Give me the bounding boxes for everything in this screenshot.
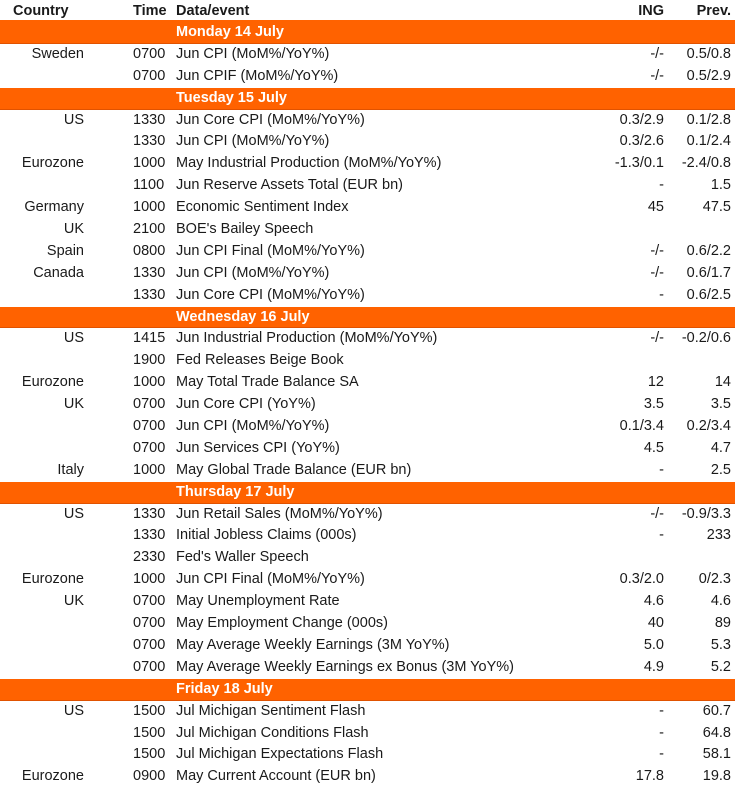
table-row <box>0 657 735 679</box>
cell-ing-forecast: - <box>659 702 664 719</box>
table-row <box>0 569 735 591</box>
cell-country: Italy <box>57 461 84 478</box>
day-label: Monday 14 July <box>176 24 284 40</box>
cell-country: US <box>63 702 84 719</box>
cell-time: 0800 <box>133 242 166 259</box>
table-body <box>0 22 735 788</box>
table-row <box>0 701 735 723</box>
cell-previous: -0.9/3.3 <box>681 505 731 522</box>
cell-previous: 0.6/1.7 <box>686 264 731 281</box>
cell-country: UK <box>63 396 84 413</box>
cell-event: Jul Michigan Sentiment Flash <box>176 702 366 719</box>
cell-ing-forecast: - <box>659 746 664 763</box>
header-ing: ING <box>638 3 664 19</box>
cell-event: May Average Weekly Earnings ex Bonus (3M YoY%) <box>176 658 514 675</box>
header-prev: Prev. <box>696 3 731 19</box>
cell-event: Jun CPI Final (MoM%/YoY%) <box>176 242 365 259</box>
table-row <box>0 328 735 350</box>
cell-event: Jun Industrial Production (MoM%/YoY%) <box>176 330 438 347</box>
table-row <box>0 547 735 569</box>
cell-event: Jun CPI (MoM%/YoY%) <box>176 133 330 150</box>
header-country: Country <box>13 3 69 19</box>
cell-event: May Unemployment Rate <box>176 593 340 610</box>
cell-country: Canada <box>33 264 84 281</box>
cell-previous: 64.8 <box>702 724 731 741</box>
cell-time: 0700 <box>133 67 166 84</box>
cell-ing-forecast: 17.8 <box>635 768 664 785</box>
day-label: Tuesday 15 July <box>176 89 287 106</box>
cell-country: Eurozone <box>21 374 84 391</box>
cell-time: 0700 <box>133 636 166 653</box>
cell-ing-forecast: -/- <box>650 45 664 62</box>
cell-time: 1330 <box>133 286 166 303</box>
cell-time: 1000 <box>133 461 166 478</box>
table-header <box>0 0 735 22</box>
cell-ing-forecast: 4.9 <box>643 658 664 675</box>
cell-previous: 4.6 <box>710 593 731 610</box>
cell-previous: 0.6/2.5 <box>686 286 731 303</box>
table-row <box>0 66 735 88</box>
cell-previous: 0.6/2.2 <box>686 242 731 259</box>
cell-ing-forecast: 45 <box>647 199 664 216</box>
table-row <box>0 197 735 219</box>
cell-event: Jun Reserve Assets Total (EUR bn) <box>176 177 403 194</box>
cell-time: 0700 <box>133 658 166 675</box>
day-label: Thursday 17 July <box>176 483 295 500</box>
table-row <box>0 153 735 175</box>
cell-country: Eurozone <box>21 571 84 588</box>
table-row <box>0 766 735 788</box>
cell-event: BOE's Bailey Speech <box>176 221 314 238</box>
cell-previous: 19.8 <box>702 768 731 785</box>
cell-previous: 0.5/0.8 <box>686 45 731 62</box>
cell-event: May Total Trade Balance SA <box>176 374 359 391</box>
cell-previous: 0.1/2.4 <box>686 133 731 150</box>
day-header-row <box>0 482 735 504</box>
cell-previous: 14 <box>714 374 731 391</box>
cell-time: 1330 <box>133 527 166 544</box>
day-header-row <box>0 88 735 110</box>
day-header-row <box>0 679 735 701</box>
cell-previous: -2.4/0.8 <box>681 155 731 172</box>
cell-previous: 4.7 <box>710 439 731 456</box>
cell-country: Germany <box>24 199 84 216</box>
cell-event: Jun Retail Sales (MoM%/YoY%) <box>176 505 383 522</box>
cell-time: 0700 <box>133 615 166 632</box>
cell-ing-forecast: -/- <box>650 67 664 84</box>
table-row <box>0 241 735 263</box>
cell-time: 1000 <box>133 155 166 172</box>
cell-time: 1330 <box>133 505 166 522</box>
cell-time: 1330 <box>133 133 166 150</box>
cell-event: Jun CPI Final (MoM%/YoY%) <box>176 571 365 588</box>
cell-country: Eurozone <box>21 155 84 172</box>
cell-previous: 0.2/3.4 <box>686 418 731 435</box>
cell-country: Sweden <box>31 45 84 62</box>
table-row <box>0 175 735 197</box>
table-row <box>0 350 735 372</box>
table-row <box>0 263 735 285</box>
cell-previous: 0.1/2.8 <box>686 111 731 128</box>
cell-previous: 0/2.3 <box>698 571 731 588</box>
cell-event: May Average Weekly Earnings (3M YoY%) <box>176 636 450 653</box>
table-row <box>0 372 735 394</box>
cell-previous: 47.5 <box>702 199 731 216</box>
cell-ing-forecast: -/- <box>650 330 664 347</box>
day-header-row <box>0 22 735 44</box>
cell-event: Jun CPI (MoM%/YoY%) <box>176 418 330 435</box>
cell-time: 1500 <box>133 746 166 763</box>
cell-ing-forecast: - <box>659 724 664 741</box>
cell-time: 1500 <box>133 702 166 719</box>
day-header-row <box>0 307 735 329</box>
table-row <box>0 504 735 526</box>
cell-event: Jun CPIF (MoM%/YoY%) <box>176 67 339 84</box>
cell-event: Jul Michigan Conditions Flash <box>176 724 369 741</box>
cell-previous: 2.5 <box>710 461 731 478</box>
table-row <box>0 591 735 613</box>
cell-country: Eurozone <box>21 768 84 785</box>
header-time: Time <box>133 3 167 19</box>
cell-time: 1100 <box>133 177 165 194</box>
cell-ing-forecast: 0.3/2.9 <box>619 111 664 128</box>
cell-event: May Global Trade Balance (EUR bn) <box>176 461 412 478</box>
cell-event: Jun Core CPI (YoY%) <box>176 396 316 413</box>
cell-ing-forecast: 0.3/2.0 <box>619 571 664 588</box>
cell-event: Initial Jobless Claims (000s) <box>176 527 357 544</box>
cell-ing-forecast: - <box>659 461 664 478</box>
table-row <box>0 416 735 438</box>
cell-ing-forecast: -/- <box>650 505 664 522</box>
cell-country: UK <box>63 593 84 610</box>
cell-ing-forecast: -/- <box>650 242 664 259</box>
cell-country: UK <box>63 221 84 238</box>
table-row <box>0 110 735 132</box>
header-event: Data/event <box>176 3 250 19</box>
cell-ing-forecast: 4.5 <box>643 439 664 456</box>
cell-ing-forecast: - <box>659 177 664 194</box>
cell-event: May Employment Change (000s) <box>176 615 388 632</box>
cell-time: 1900 <box>133 352 166 369</box>
cell-event: Economic Sentiment Index <box>176 199 349 216</box>
cell-ing-forecast: 40 <box>647 615 664 632</box>
cell-time: 1500 <box>133 724 166 741</box>
cell-time: 2100 <box>133 221 166 238</box>
cell-event: Jun CPI (MoM%/YoY%) <box>176 264 330 281</box>
cell-country: US <box>63 111 84 128</box>
cell-ing-forecast: -/- <box>650 264 664 281</box>
cell-time: 1000 <box>133 374 166 391</box>
table-row <box>0 460 735 482</box>
cell-event: Fed Releases Beige Book <box>176 352 344 369</box>
cell-previous: -0.2/0.6 <box>681 330 731 347</box>
cell-event: Fed's Waller Speech <box>176 549 309 566</box>
cell-event: May Current Account (EUR bn) <box>176 768 376 785</box>
cell-ing-forecast: - <box>659 527 664 544</box>
cell-previous: 58.1 <box>702 746 731 763</box>
cell-ing-forecast: 0.3/2.6 <box>619 133 664 150</box>
cell-time: 0700 <box>133 396 166 413</box>
cell-time: 1000 <box>133 571 166 588</box>
table-row <box>0 285 735 307</box>
cell-ing-forecast: 3.5 <box>643 396 664 413</box>
cell-event: Jun Core CPI (MoM%/YoY%) <box>176 286 365 303</box>
cell-time: 1000 <box>133 199 166 216</box>
cell-ing-forecast: -1.3/0.1 <box>614 155 664 172</box>
table-row <box>0 44 735 66</box>
cell-time: 1330 <box>133 111 166 128</box>
cell-previous: 233 <box>706 527 731 544</box>
table-row <box>0 438 735 460</box>
cell-country: US <box>63 330 84 347</box>
table-row <box>0 744 735 766</box>
table-row <box>0 525 735 547</box>
cell-time: 0700 <box>133 418 166 435</box>
cell-previous: 5.2 <box>710 658 731 675</box>
cell-time: 1415 <box>133 330 166 347</box>
table-row <box>0 635 735 657</box>
cell-time: 2330 <box>133 549 166 566</box>
cell-country: US <box>63 505 84 522</box>
cell-event: Jun CPI (MoM%/YoY%) <box>176 45 330 62</box>
table-row <box>0 613 735 635</box>
cell-ing-forecast: 0.1/3.4 <box>619 418 664 435</box>
cell-time: 0700 <box>133 45 166 62</box>
cell-ing-forecast: - <box>659 286 664 303</box>
cell-ing-forecast: 5.0 <box>643 636 664 653</box>
cell-ing-forecast: 4.6 <box>643 593 664 610</box>
cell-event: Jul Michigan Expectations Flash <box>176 746 384 763</box>
cell-previous: 60.7 <box>702 702 731 719</box>
day-label: Friday 18 July <box>176 680 273 697</box>
table-row <box>0 131 735 153</box>
cell-time: 0900 <box>133 768 166 785</box>
table-row <box>0 219 735 241</box>
cell-ing-forecast: 12 <box>647 374 664 391</box>
cell-previous: 0.5/2.9 <box>686 67 731 84</box>
cell-time: 1330 <box>133 264 166 281</box>
table-row <box>0 394 735 416</box>
cell-event: Jun Core CPI (MoM%/YoY%) <box>176 111 365 128</box>
cell-event: May Industrial Production (MoM%/YoY%) <box>176 155 442 172</box>
cell-previous: 5.3 <box>710 636 731 653</box>
cell-country: Spain <box>46 242 84 259</box>
cell-previous: 1.5 <box>710 177 731 194</box>
cell-previous: 89 <box>714 615 731 632</box>
cell-previous: 3.5 <box>710 396 731 413</box>
day-label: Wednesday 16 July <box>176 308 310 325</box>
cell-time: 0700 <box>133 439 166 456</box>
cell-time: 0700 <box>133 593 166 610</box>
cell-event: Jun Services CPI (YoY%) <box>176 439 340 456</box>
table-row <box>0 723 735 745</box>
